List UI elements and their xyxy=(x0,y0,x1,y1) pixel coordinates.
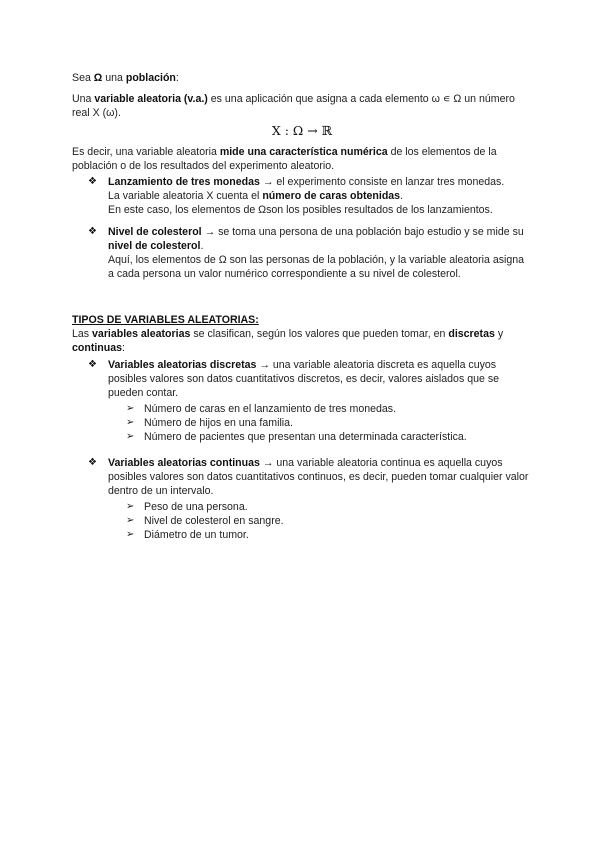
formula: X : Ω → ℝ xyxy=(271,123,333,138)
continuous-examples xyxy=(108,500,532,542)
arrow-bullet-icon: ➢ xyxy=(126,431,135,442)
arrow-bullet-icon: ➢ xyxy=(126,515,135,526)
list-item: ➢ Número de hijos en una familia. xyxy=(126,417,293,429)
intro-explanation: Es decir, una variable aleatoria mide una característica numérica de los elementos de la población o de los resultados del experimento aleatorio. xyxy=(72,146,497,172)
types-intro: Las variables aleatorias se clasifican, según los valores que pueden tomar, en discretas y continuas: xyxy=(72,328,504,354)
type-continuous: ❖ Variables aleatorias continuas → una variable aleatoria continua es aquella cuyos posibles valores son datos cuantitativos continuos, es decir, pueden tomar cualquier valor dentro de un intervalo. ➢ Peso de una persona. ➢ Nivel de colesterol en sangre. ➢ Diámetro de un tumor. xyxy=(72,456,532,542)
diamond-bullet-icon: ❖ xyxy=(88,457,97,468)
type-discrete: ❖ Variables aleatorias discretas → una variable aleatoria discreta es aquella cuyos posibles valores son datos cuantitativos discretos, es decir, valores aislados que se pueden contar. ➢ Número de caras en el lanzamiento de tres monedas. ➢ Número de hijos en una familia. ➢ Número de pacientes que presentan una determinada característica. xyxy=(72,358,532,444)
types-heading: TIPOS DE VARIABLES ALEATORIAS: xyxy=(72,314,259,326)
discrete-examples xyxy=(108,402,532,444)
list-item: ➢ Peso de una persona. xyxy=(126,501,248,513)
omega-symbol: Ω xyxy=(93,72,103,84)
list-item: ➢ Diámetro de un tumor. xyxy=(126,529,249,541)
example-coins: ❖ Lanzamiento de tres monedas → el experimento consiste en lanzar tres monedas. La variable aleatoria X cuenta el número de caras obtenidas. En este caso, los elementos de Ωson los posibles resultados de los lanzamientos. xyxy=(88,176,505,216)
diamond-bullet-icon: ❖ xyxy=(88,176,97,187)
arrow-bullet-icon: ➢ xyxy=(126,529,135,540)
diamond-bullet-icon: ❖ xyxy=(88,359,97,370)
list-item: ➢ Número de pacientes que presentan una determinada característica. xyxy=(126,431,467,443)
arrow-bullet-icon: ➢ xyxy=(126,403,135,414)
examples-list xyxy=(72,175,532,281)
list-item: ➢ Nivel de colesterol en sangre. xyxy=(126,515,284,527)
intro-population: Sea Ω una población: xyxy=(72,72,179,84)
example-cholesterol: ❖ Nivel de colesterol → se toma una persona de una población bajo estudio y se mide su nivel de colesterol. Aquí, los elementos de Ω son las personas de la población, y la variable aleatoria asigna a cada persona un valor numérico correspondiente a su nivel de colesterol. xyxy=(88,226,525,280)
arrow-bullet-icon: ➢ xyxy=(126,417,135,428)
diamond-bullet-icon: ❖ xyxy=(88,226,97,237)
document-page xyxy=(72,71,532,542)
intro-definition: Una variable aleatoria (v.a.) es una aplicación que asigna a cada elemento ω ∊ Ω un número real X (ω). xyxy=(72,93,515,119)
types-list xyxy=(72,358,532,542)
arrow-bullet-icon: ➢ xyxy=(126,501,135,512)
list-item: ➢ Número de caras en el lanzamiento de tres monedas. xyxy=(126,403,397,415)
